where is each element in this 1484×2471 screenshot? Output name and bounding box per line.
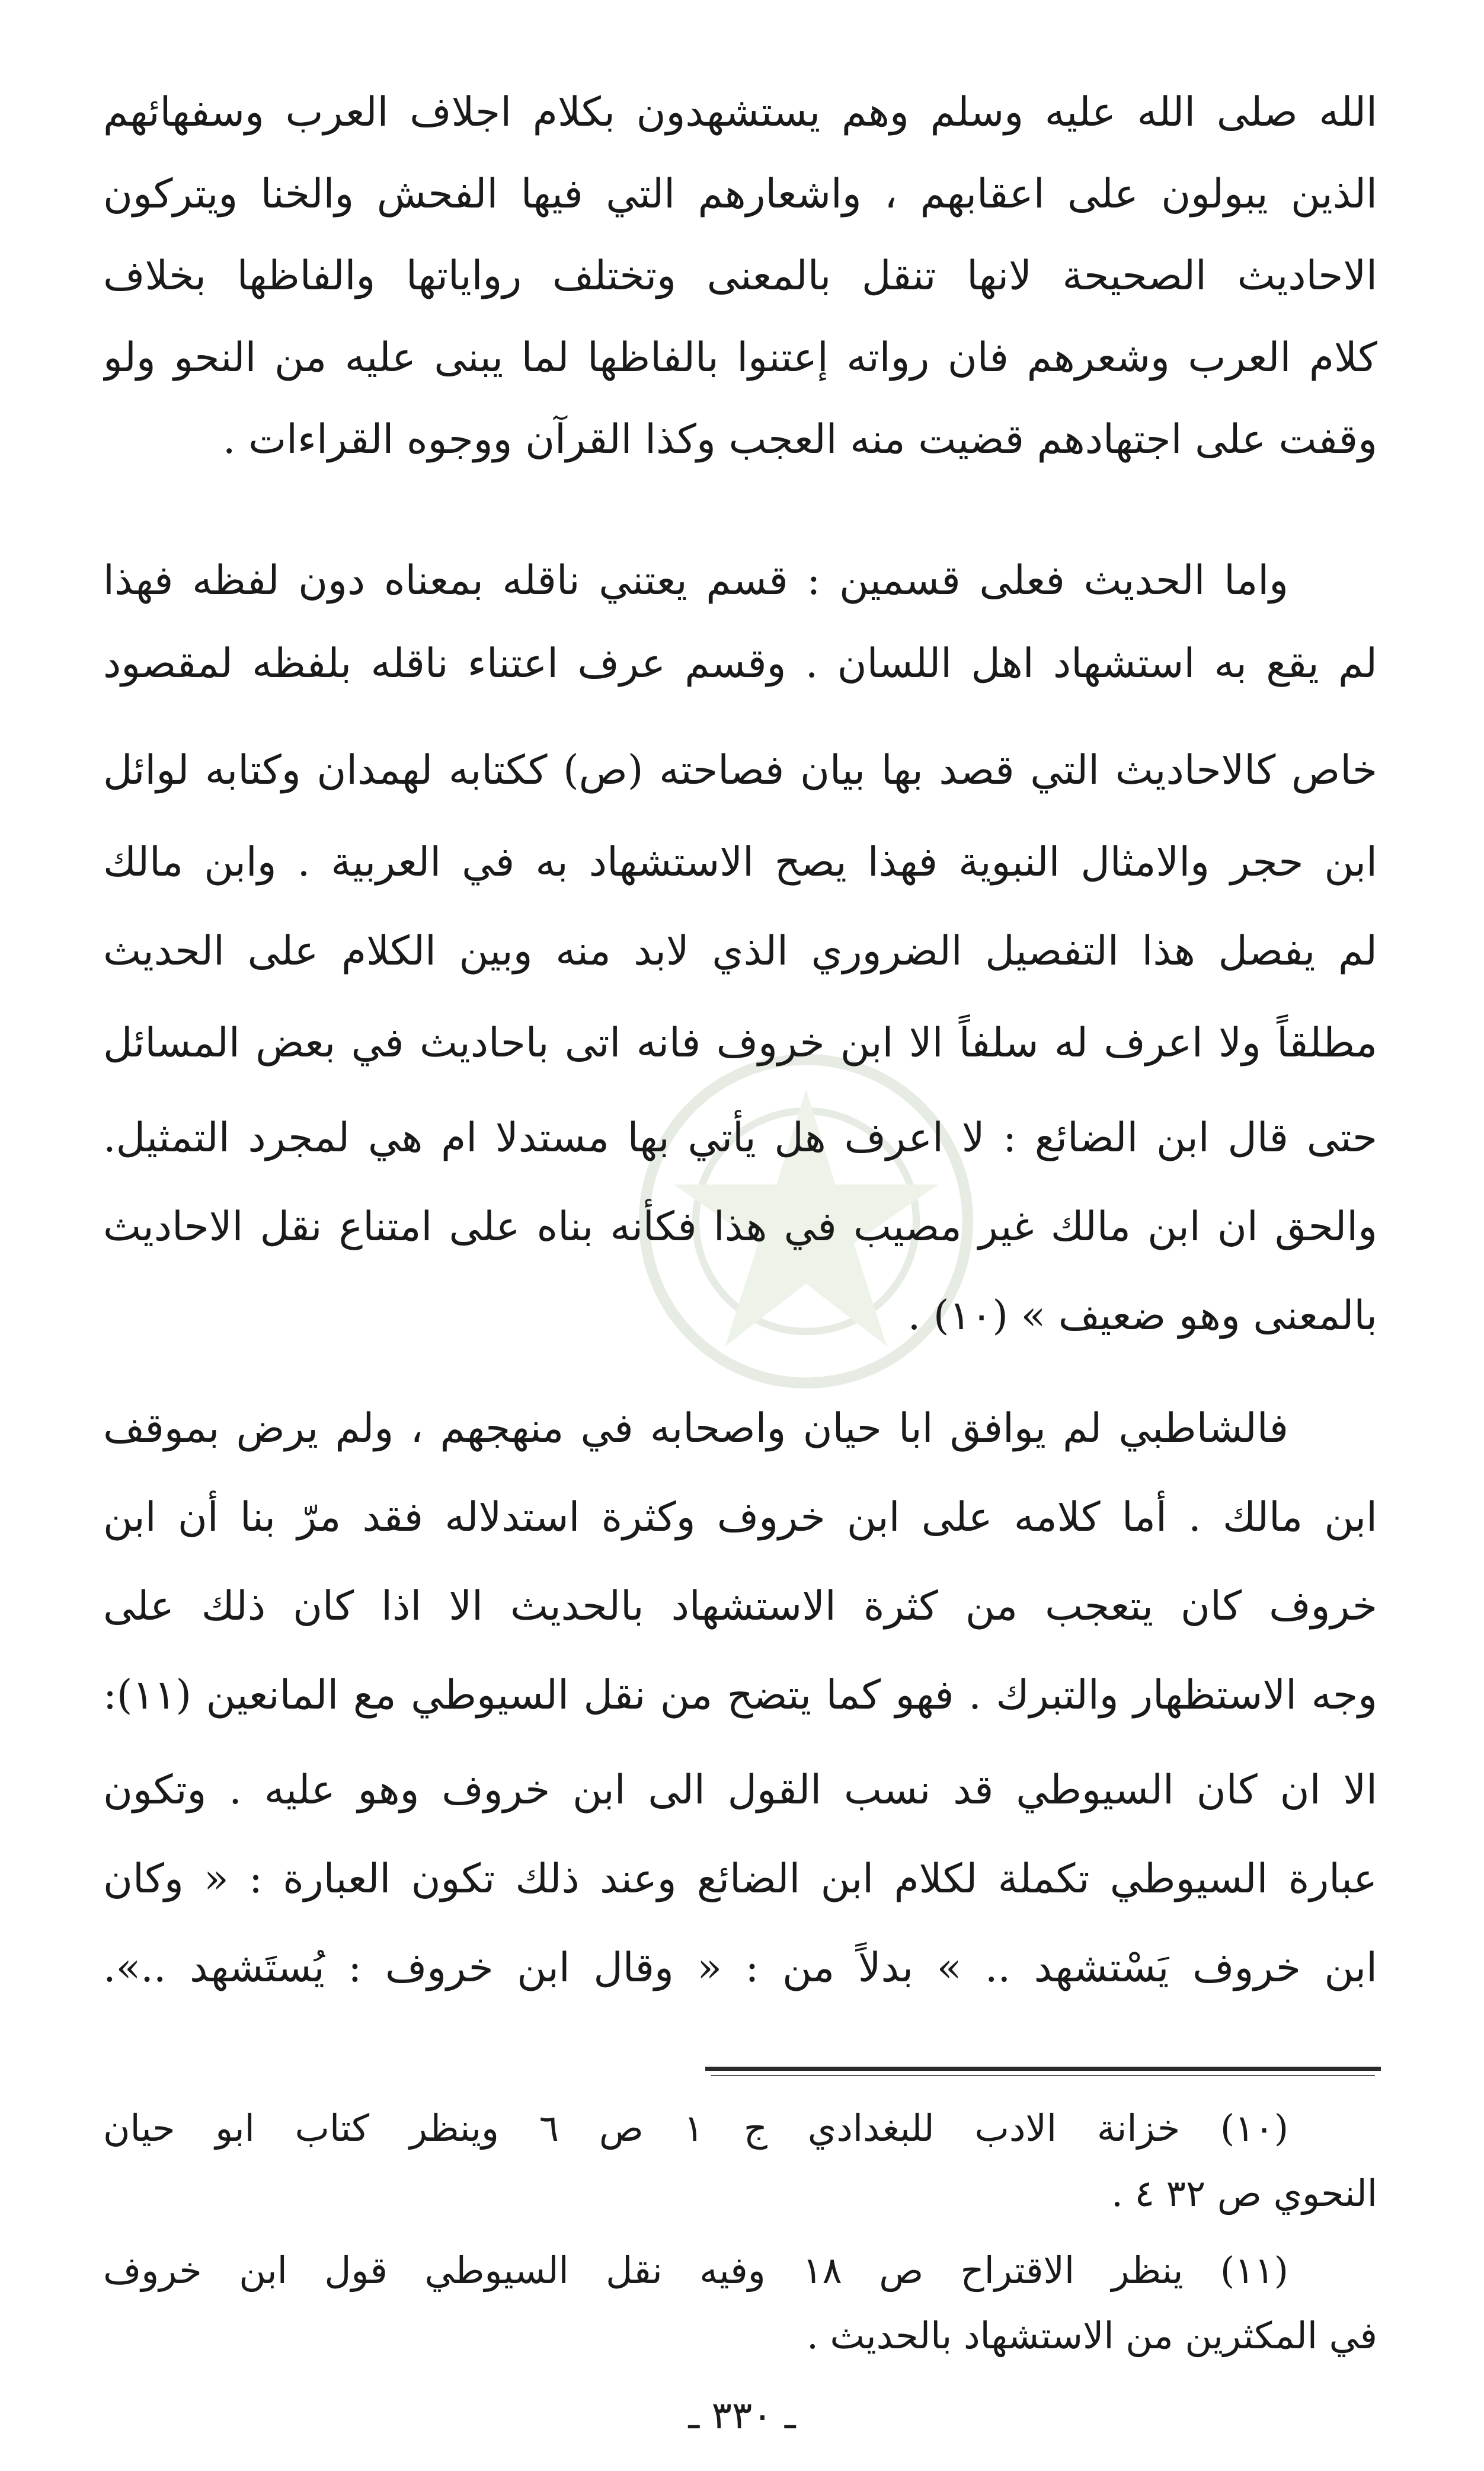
text-line: لم يفصل هذا التفصيل الضروري الذي لابد منه وبين الكلام على الحديث	[103, 928, 1377, 975]
footnote-line: (١٠) خزانة الادب للبغدادي ج ١ ص ٦ وينظر كتاب ابو حيان	[103, 2106, 1289, 2150]
footnote-line: (١١) ينظر الاقتراح ص ١٨ وفيه نقل السيوطي قول ابن خروف	[103, 2249, 1288, 2292]
text-line: بالمعنى وهو ضعيف » (١٠) .	[907, 1292, 1377, 1339]
text-line: ابن حجر والامثال النبوية فهذا يصح الاستشهاد به في العربية . وابن مالك	[103, 839, 1377, 886]
text-line: فالشاطبي لم يوافق ابا حيان واصحابه في منهجهم ، ولم يرض بموقف	[103, 1405, 1288, 1452]
text-line: واما الحديث فعلى قسمين : قسم يعتني ناقله بمعناه دون لفظه فهذا	[103, 557, 1288, 604]
text-line: مطلقاً ولا اعرف له سلفاً الا ابن خروف فانه اتى باحاديث في بعض المسائل	[103, 1020, 1377, 1067]
page-number: ـ ٣٣٠ ـ	[688, 2394, 796, 2438]
text-line: الاحاديث الصحيحة لانها تنقل بالمعنى وتختلف رواياتها والفاظها بخلاف	[103, 253, 1377, 299]
text-line: خروف كان يتعجب من كثرة الاستشهاد بالحديث الا اذا كان ذلك على	[103, 1583, 1377, 1630]
footnote-divider-thin	[711, 2075, 1375, 2076]
text-line: الله صلى الله عليه وسلم وهم يستشهدون بكلام اجلاف العرب وسفهائهم	[103, 89, 1377, 136]
text-line: خاص كالاحاديث التي قصد بها بيان فصاحته (ص) ككتابه لهمدان وكتابه لوائل	[103, 747, 1377, 794]
footnote-divider	[705, 2067, 1381, 2071]
text-line: كلام العرب وشعرهم فان رواته إعتنوا بالفاظها لما يبنى عليه من النحو ولو	[103, 334, 1377, 381]
text-line: لم يقع به استشهاد اهل اللسان . وقسم عرف اعتناء ناقله بلفظه لمقصود	[103, 640, 1377, 687]
text-line: عبارة السيوطي تكملة لكلام ابن الضائع وعند ذلك تكون العبارة : « وكان	[103, 1856, 1377, 1902]
text-line: ابن مالك . أما كلامه على ابن خروف وكثرة استدلاله فقد مرّ بنا أن ابن	[103, 1494, 1377, 1541]
footnote-line: في المكثرين من الاستشهاد بالحديث .	[807, 2314, 1377, 2357]
text-line: وقفت على اجتهادهم قضيت منه العجب وكذا القرآن ووجوه القراءات .	[222, 416, 1377, 463]
text-line: وجه الاستظهار والتبرك . فهو كما يتضح من نقل السيوطي مع المانعين (١١):	[103, 1672, 1377, 1719]
text-line: والحق ان ابن مالك غير مصيب في هذا فكأنه بناه على امتناع نقل الاحاديث	[103, 1203, 1377, 1250]
text-line: الا ان كان السيوطي قد نسب القول الى ابن خروف وهو عليه . وتكون	[103, 1767, 1377, 1814]
text-line: حتى قال ابن الضائع : لا اعرف هل يأتي بها مستدلا ام هي لمجرد التمثيل.	[103, 1115, 1377, 1161]
text-line: ابن خروف يَسْتشهد .. » بدلاً من : « وقال ابن خروف : يُستَشهد ..».	[103, 1945, 1377, 1991]
footnote-line: النحوي ص ٣٢ ٤ .	[1111, 2172, 1377, 2215]
text-line: الذين يبولون على اعقابهم ، واشعارهم التي فيها الفحش والخنا ويتركون	[103, 171, 1377, 218]
